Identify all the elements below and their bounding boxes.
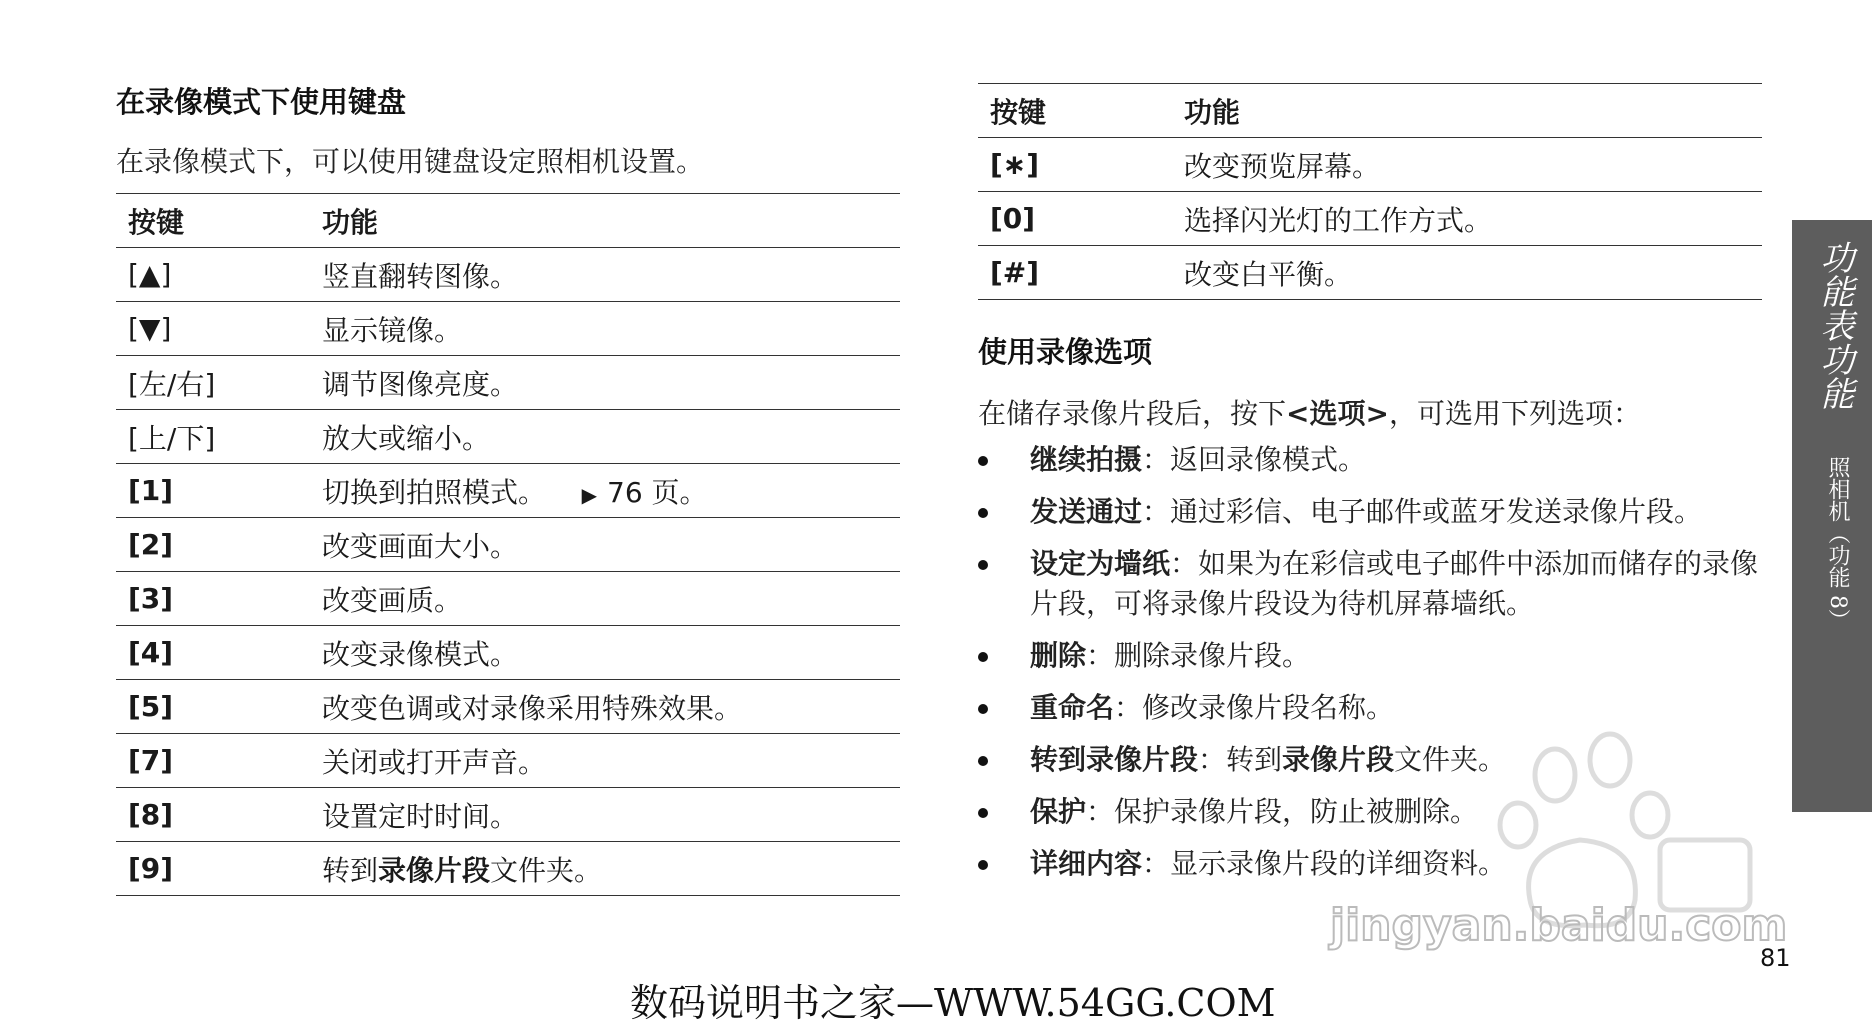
bullet-icon	[978, 652, 988, 662]
option-desc: ：如果为在彩信或电子邮件中添加而储存的录像片段，可将录像片段设为待机屏幕墙纸。	[1030, 547, 1759, 620]
header-function: 功能	[310, 194, 900, 248]
table-row	[116, 734, 900, 788]
function-cell: 设置定时时间。	[310, 788, 900, 842]
bullet-icon	[978, 508, 988, 518]
function-cell: 改变白平衡。	[1172, 246, 1762, 300]
header-key: 按键	[978, 84, 1172, 138]
function-cell: 改变色调或对录像采用特殊效果。	[310, 680, 900, 734]
bullet-icon	[978, 560, 988, 570]
bullet-icon	[978, 860, 988, 870]
intro-text: ，可选用下列选项：	[1388, 397, 1641, 430]
option-desc: ：通过彩信、电子邮件或蓝牙发送录像片段。	[1142, 495, 1703, 528]
bullet-icon	[978, 756, 988, 766]
option-name: 继续拍摄	[1030, 443, 1143, 476]
list-item	[978, 544, 1778, 624]
function-cell: 放大或缩小。	[310, 410, 900, 464]
key-cell: [2]	[116, 518, 310, 572]
function-cell: 显示镜像。	[310, 302, 900, 356]
table-row	[116, 410, 900, 464]
options-softkey-label: <选项>	[1286, 397, 1389, 430]
table-row	[116, 248, 900, 302]
intro-options	[978, 392, 1641, 432]
watermark-text: jingyan.baidu.com	[1330, 900, 1788, 951]
table-row	[116, 626, 900, 680]
key-cell: [4]	[116, 626, 310, 680]
function-cell: 关闭或打开声音。	[310, 734, 900, 788]
chapter-side-tab	[1792, 220, 1872, 812]
list-item	[978, 636, 1778, 676]
option-desc: ：保护录像片段，防止被删除。	[1086, 795, 1479, 828]
key-cell: [5]	[116, 680, 310, 734]
option-name: 保护	[1030, 795, 1087, 828]
key-cell: [左/右]	[116, 356, 310, 410]
table-header-row	[116, 194, 900, 248]
key-cell: [∗]	[978, 138, 1172, 192]
function-cell: 选择闪光灯的工作方式。	[1172, 192, 1762, 246]
header-function: 功能	[1172, 84, 1762, 138]
function-bold-text: 录像片段	[378, 853, 491, 887]
function-cell: 改变画面大小。	[310, 518, 900, 572]
key-cell: [7]	[116, 734, 310, 788]
table-row	[116, 572, 900, 626]
key-cell: [1]	[116, 464, 310, 518]
key-cell: [▲]	[116, 248, 310, 302]
section-title-options: 使用录像选项	[978, 335, 1153, 369]
function-cell: 竖直翻转图像。	[310, 248, 900, 302]
option-desc: ：修改录像片段名称。	[1114, 691, 1395, 724]
key-cell: [0]	[978, 192, 1172, 246]
list-item	[978, 740, 1778, 780]
function-cell: 改变画质。	[310, 572, 900, 626]
function-cell	[310, 464, 900, 518]
list-item	[978, 492, 1778, 532]
function-cell	[310, 842, 900, 896]
function-text: 切换到拍照模式。	[322, 475, 547, 509]
option-desc: ：转到	[1198, 743, 1283, 776]
key-cell: [9]	[116, 842, 310, 896]
intro-keypad: 在录像模式下，可以使用键盘设定照相机设置。	[116, 145, 705, 178]
key-cell: [#]	[978, 246, 1172, 300]
function-cell: 调节图像亮度。	[310, 356, 900, 410]
option-name: 重命名	[1030, 691, 1115, 724]
key-cell: [3]	[116, 572, 310, 626]
bullet-icon	[978, 704, 988, 714]
function-cell: 改变录像模式。	[310, 626, 900, 680]
function-text: 转到	[322, 853, 379, 887]
table-row	[978, 138, 1762, 192]
bullet-icon	[978, 808, 988, 818]
option-name: 发送通过	[1030, 495, 1143, 528]
option-desc-bold: 录像片段	[1282, 743, 1395, 776]
side-tab-subtitle: 照相机（功能 8）	[1825, 456, 1850, 631]
table-row	[116, 788, 900, 842]
table-row	[116, 680, 900, 734]
function-text: 文件夹。	[490, 853, 603, 887]
bullet-icon	[978, 456, 988, 466]
table-row	[978, 246, 1762, 300]
table-row	[116, 356, 900, 410]
list-item	[978, 440, 1778, 480]
option-name: 删除	[1030, 639, 1087, 672]
footer-source: 数码说明书之家—WWW.54GG.COM	[630, 981, 1276, 1025]
option-desc: 文件夹。	[1394, 743, 1507, 776]
list-item	[978, 844, 1778, 884]
option-desc: ：显示录像片段的详细资料。	[1142, 847, 1507, 880]
page-number: 81	[1760, 944, 1791, 972]
keypad-table-continued	[978, 83, 1762, 300]
option-desc: ：返回录像模式。	[1142, 443, 1367, 476]
section-title-keypad: 在录像模式下使用键盘	[116, 85, 407, 119]
side-tab-title: 功能表功能	[1814, 240, 1854, 410]
key-cell: [上/下]	[116, 410, 310, 464]
option-name: 转到录像片段	[1030, 743, 1199, 776]
table-row	[978, 192, 1762, 246]
keypad-table	[116, 193, 900, 896]
page-ref-link[interactable]: 76 页。	[607, 475, 708, 509]
function-cell: 改变预览屏幕。	[1172, 138, 1762, 192]
list-item	[978, 792, 1778, 832]
option-desc: ：删除录像片段。	[1086, 639, 1311, 672]
key-cell: [8]	[116, 788, 310, 842]
table-row	[116, 842, 900, 896]
header-key: 按键	[116, 194, 310, 248]
key-cell: [▼]	[116, 302, 310, 356]
option-name: 设定为墙纸	[1030, 547, 1171, 580]
option-name: 详细内容	[1030, 847, 1143, 880]
list-item	[978, 688, 1778, 728]
table-row	[116, 302, 900, 356]
table-header-row	[978, 84, 1762, 138]
page-ref-arrow-icon: ▶	[581, 482, 598, 507]
intro-text: 在储存录像片段后，按下	[978, 397, 1287, 430]
options-list	[978, 440, 1778, 896]
table-row	[116, 518, 900, 572]
table-row	[116, 464, 900, 518]
